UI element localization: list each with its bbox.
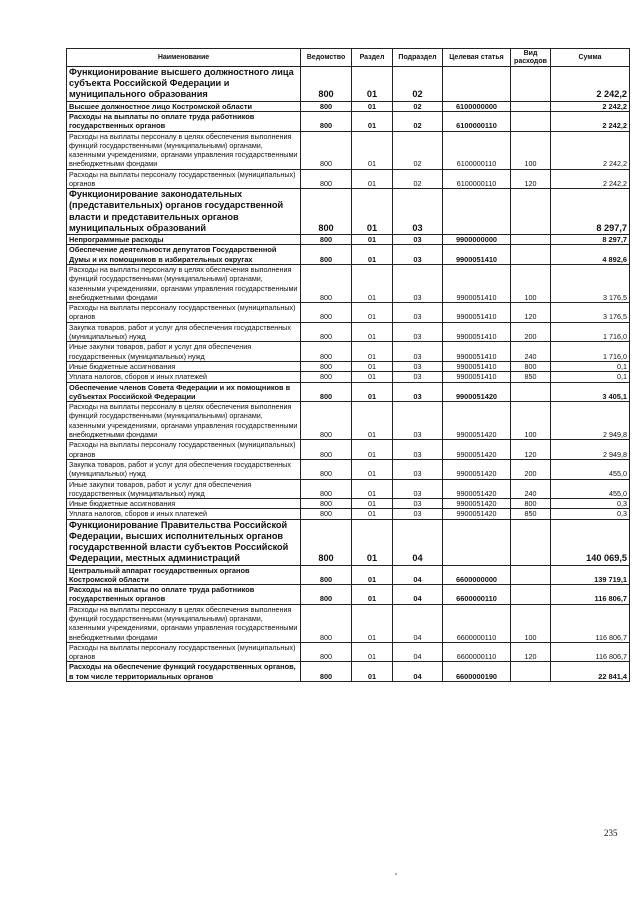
cell-expense-type (511, 101, 551, 111)
cell-dept: 800 (301, 245, 352, 265)
cell-name: Функционирование законодательных (представительных) органов государственной власти и представительных органов муниципальных образований (67, 189, 301, 235)
cell-sum: 139 719,1 (551, 565, 630, 585)
cell-section: 01 (352, 519, 393, 565)
cell-dept: 800 (301, 459, 352, 479)
cell-sum: 455,0 (551, 479, 630, 499)
cell-section: 01 (352, 169, 393, 189)
table-row (67, 303, 630, 323)
cell-expense-type: 120 (511, 642, 551, 662)
cell-sum: 0,3 (551, 509, 630, 519)
cell-dept: 800 (301, 101, 352, 111)
page-number: 235 (604, 828, 618, 838)
cell-sum: 116 806,7 (551, 604, 630, 642)
cell-name: Уплата налогов, сборов и иных платежей (67, 509, 301, 519)
table-row (67, 402, 630, 440)
cell-dept: 800 (301, 131, 352, 169)
cell-expense-type: 200 (511, 322, 551, 342)
cell-expense-type: 120 (511, 440, 551, 460)
cell-dept: 800 (301, 479, 352, 499)
cell-section: 01 (352, 440, 393, 460)
cell-article: 9900051410 (443, 322, 511, 342)
cell-article (443, 519, 511, 565)
table-row (67, 440, 630, 460)
cell-subsection: 03 (393, 189, 443, 235)
cell-section: 01 (352, 479, 393, 499)
cell-expense-type (511, 67, 551, 102)
cell-section: 01 (352, 402, 393, 440)
cell-name: Расходы на обеспечение функций государственных органов, в том числе территориальных органов (67, 662, 301, 682)
cell-sum: 1 716,0 (551, 342, 630, 362)
cell-expense-type (511, 245, 551, 265)
cell-name: Уплата налогов, сборов и иных платежей (67, 372, 301, 382)
cell-sum: 2 949,8 (551, 440, 630, 460)
cell-section: 01 (352, 509, 393, 519)
cell-name: Расходы на выплаты по оплате труда работников государственных органов (67, 111, 301, 131)
cell-sum: 140 069,5 (551, 519, 630, 565)
cell-article: 9900051410 (443, 372, 511, 382)
cell-sum: 2 949,8 (551, 402, 630, 440)
table-row (67, 264, 630, 302)
cell-section: 01 (352, 189, 393, 235)
cell-name: Высшее должностное лицо Костромской области (67, 101, 301, 111)
cell-sum: 0,1 (551, 361, 630, 371)
cell-dept: 800 (301, 235, 352, 245)
cell-subsection: 02 (393, 67, 443, 102)
table-row (67, 585, 630, 605)
cell-dept: 800 (301, 111, 352, 131)
cell-expense-type: 120 (511, 169, 551, 189)
cell-name: Центральный аппарат государственных органов Костромской области (67, 565, 301, 585)
cell-expense-type (511, 111, 551, 131)
cell-subsection: 04 (393, 519, 443, 565)
cell-sum: 1 716,0 (551, 322, 630, 342)
cell-name: Иные бюджетные ассигнования (67, 361, 301, 371)
table-row (67, 519, 630, 565)
cell-article: 9900051410 (443, 361, 511, 371)
cell-expense-type: 850 (511, 372, 551, 382)
cell-article: 6100000000 (443, 101, 511, 111)
cell-section: 01 (352, 604, 393, 642)
cell-article: 9900051410 (443, 245, 511, 265)
table-row (67, 169, 630, 189)
cell-subsection: 03 (393, 372, 443, 382)
cell-article: 9900051420 (443, 459, 511, 479)
table-row (67, 235, 630, 245)
cell-subsection: 04 (393, 565, 443, 585)
cell-dept: 800 (301, 361, 352, 371)
cell-dept: 800 (301, 585, 352, 605)
cell-expense-type: 850 (511, 509, 551, 519)
cell-article: 6100000110 (443, 131, 511, 169)
header-subsection: Подраздел (393, 49, 443, 67)
cell-section: 01 (352, 662, 393, 682)
cell-sum: 8 297,7 (551, 189, 630, 235)
cell-section: 01 (352, 585, 393, 605)
table-row (67, 67, 630, 102)
cell-name: Расходы на выплаты персоналу в целях обеспечения выполнения функций государственными (муниципальными) органами, казенными учреждениями, органами управления государственными внебюджетными фондами (67, 402, 301, 440)
cell-name: Расходы на выплаты персоналу в целях обеспечения выполнения функций государственными (муниципальными) органами, казенными учреждениями, органами управления государственными внебюджетными фондами (67, 131, 301, 169)
table-body (67, 67, 630, 682)
cell-subsection: 04 (393, 642, 443, 662)
cell-section: 01 (352, 459, 393, 479)
cell-expense-type: 100 (511, 604, 551, 642)
cell-article: 9900051410 (443, 264, 511, 302)
cell-name: Функционирование высшего должностного лица субъекта Российской Федерации и муниципального образования (67, 67, 301, 102)
table-row (67, 509, 630, 519)
cell-article: 9900000000 (443, 235, 511, 245)
cell-subsection: 03 (393, 303, 443, 323)
cell-name: Закупка товаров, работ и услуг для обеспечения государственных (муниципальных) нужд (67, 459, 301, 479)
cell-section: 01 (352, 111, 393, 131)
cell-article: 6600000110 (443, 604, 511, 642)
cell-article: 6600000110 (443, 642, 511, 662)
header-dept: Ведомство (301, 49, 352, 67)
cell-section: 01 (352, 101, 393, 111)
cell-sum: 8 297,7 (551, 235, 630, 245)
table-row (67, 101, 630, 111)
cell-section: 01 (352, 303, 393, 323)
table-row (67, 382, 630, 402)
cell-name: Иные закупки товаров, работ и услуг для обеспечения государственных (муниципальных) нужд (67, 342, 301, 362)
table-row (67, 499, 630, 509)
cell-section: 01 (352, 235, 393, 245)
header-expense-type: Вид расходов (511, 49, 551, 67)
cell-sum: 455,0 (551, 459, 630, 479)
budget-table (66, 48, 630, 682)
table-row (67, 372, 630, 382)
cell-article: 6600000110 (443, 585, 511, 605)
cell-dept: 800 (301, 499, 352, 509)
cell-sum: 0,3 (551, 499, 630, 509)
cell-expense-type: 800 (511, 361, 551, 371)
header-section: Раздел (352, 49, 393, 67)
cell-sum: 2 242,2 (551, 169, 630, 189)
cell-sum: 2 242,2 (551, 101, 630, 111)
table-row (67, 111, 630, 131)
cell-sum: 4 892,6 (551, 245, 630, 265)
cell-expense-type: 200 (511, 459, 551, 479)
cell-subsection: 03 (393, 402, 443, 440)
cell-name: Иные закупки товаров, работ и услуг для обеспечения государственных (муниципальных) нужд (67, 479, 301, 499)
header-row (67, 49, 630, 67)
cell-subsection: 03 (393, 479, 443, 499)
cell-subsection: 03 (393, 322, 443, 342)
cell-subsection: 03 (393, 499, 443, 509)
cell-sum: 116 806,7 (551, 642, 630, 662)
cell-dept: 800 (301, 189, 352, 235)
cell-name: Расходы на выплаты персоналу государственных (муниципальных) органов (67, 642, 301, 662)
cell-subsection: 03 (393, 235, 443, 245)
table-row (67, 642, 630, 662)
cell-dept: 800 (301, 342, 352, 362)
cell-article: 9900051420 (443, 479, 511, 499)
cell-article: 9900051410 (443, 303, 511, 323)
cell-section: 01 (352, 642, 393, 662)
cell-dept: 800 (301, 519, 352, 565)
cell-article: 9900051420 (443, 402, 511, 440)
table-row (67, 459, 630, 479)
cell-subsection: 04 (393, 662, 443, 682)
cell-name: Непрограммные расходы (67, 235, 301, 245)
cell-subsection: 03 (393, 245, 443, 265)
header-name: Наименование (67, 49, 301, 67)
cell-dept: 800 (301, 372, 352, 382)
cell-name: Расходы на выплаты по оплате труда работников государственных органов (67, 585, 301, 605)
cell-subsection: 02 (393, 111, 443, 131)
table-header (67, 49, 630, 67)
cell-dept: 800 (301, 169, 352, 189)
cell-expense-type (511, 382, 551, 402)
cell-subsection: 03 (393, 382, 443, 402)
cell-section: 01 (352, 245, 393, 265)
cell-section: 01 (352, 372, 393, 382)
cell-name: Расходы на выплаты персоналу государственных (муниципальных) органов (67, 303, 301, 323)
cell-name: Расходы на выплаты персоналу в целях обеспечения выполнения функций государственными (муниципальными) органами, казенными учреждениями, органами управления государственными внебюджетными фондами (67, 264, 301, 302)
cell-sum: 2 242,2 (551, 67, 630, 102)
cell-article: 6100000110 (443, 111, 511, 131)
cell-dept: 800 (301, 565, 352, 585)
cell-subsection: 04 (393, 604, 443, 642)
cell-section: 01 (352, 322, 393, 342)
cell-expense-type (511, 585, 551, 605)
cell-name: Закупка товаров, работ и услуг для обеспечения государственных (муниципальных) нужд (67, 322, 301, 342)
cell-subsection: 04 (393, 585, 443, 605)
cell-article (443, 189, 511, 235)
table-row (67, 342, 630, 362)
table-row (67, 479, 630, 499)
cell-section: 01 (352, 131, 393, 169)
cell-sum: 116 806,7 (551, 585, 630, 605)
table-row (67, 245, 630, 265)
header-article: Целевая статья (443, 49, 511, 67)
cell-expense-type (511, 519, 551, 565)
cell-subsection: 02 (393, 131, 443, 169)
cell-expense-type (511, 662, 551, 682)
table-row (67, 189, 630, 235)
table-row (67, 604, 630, 642)
cell-sum: 2 242,2 (551, 111, 630, 131)
cell-dept: 800 (301, 604, 352, 642)
cell-name: Обеспечение деятельности депутатов Государственной Думы и их помощников в избирательных округах (67, 245, 301, 265)
cell-article: 6600000000 (443, 565, 511, 585)
cell-subsection: 02 (393, 101, 443, 111)
cell-expense-type: 120 (511, 303, 551, 323)
cell-name: Функционирование Правительства Российской Федерации, высших исполнительных органов государственной власти субъектов Российской Федерации, местных администраций (67, 519, 301, 565)
cell-sum: 3 405,1 (551, 382, 630, 402)
cell-name: Расходы на выплаты персоналу государственных (муниципальных) органов (67, 169, 301, 189)
cell-expense-type (511, 235, 551, 245)
cell-name: Расходы на выплаты персоналу в целях обеспечения выполнения функций государственными (муниципальными) органами, казенными учреждениями, органами управления государственными внебюджетными фондами (67, 604, 301, 642)
cell-section: 01 (352, 342, 393, 362)
cell-dept: 800 (301, 642, 352, 662)
table-row (67, 361, 630, 371)
cell-expense-type: 100 (511, 131, 551, 169)
cell-subsection: 03 (393, 459, 443, 479)
cell-name: Расходы на выплаты персоналу государственных (муниципальных) органов (67, 440, 301, 460)
table-row (67, 565, 630, 585)
cell-sum: 0,1 (551, 372, 630, 382)
cell-section: 01 (352, 361, 393, 371)
cell-article: 9900051420 (443, 382, 511, 402)
cell-article: 9900051410 (443, 342, 511, 362)
cell-expense-type: 100 (511, 264, 551, 302)
cell-dept: 800 (301, 662, 352, 682)
cell-dept: 800 (301, 322, 352, 342)
cell-article (443, 67, 511, 102)
cell-sum: 3 176,5 (551, 264, 630, 302)
header-sum: Сумма (551, 49, 630, 67)
cell-article: 6100000110 (443, 169, 511, 189)
cell-dept: 800 (301, 382, 352, 402)
table-row (67, 662, 630, 682)
cell-section: 01 (352, 382, 393, 402)
cell-dept: 800 (301, 402, 352, 440)
cell-subsection: 03 (393, 440, 443, 460)
cell-sum: 22 841,4 (551, 662, 630, 682)
cell-article: 9900051420 (443, 499, 511, 509)
cell-section: 01 (352, 499, 393, 509)
cell-expense-type (511, 189, 551, 235)
cell-article: 9900051420 (443, 509, 511, 519)
cell-subsection: 03 (393, 361, 443, 371)
table-row (67, 322, 630, 342)
cell-dept: 800 (301, 440, 352, 460)
cell-section: 01 (352, 67, 393, 102)
cell-subsection: 03 (393, 264, 443, 302)
cell-name: Обеспечение членов Совета Федерации и их помощников в субъектах Российской Федерации (67, 382, 301, 402)
cell-expense-type: 240 (511, 479, 551, 499)
cell-sum: 2 242,2 (551, 131, 630, 169)
cell-subsection: 03 (393, 509, 443, 519)
cell-dept: 800 (301, 509, 352, 519)
cell-article: 9900051420 (443, 440, 511, 460)
cell-dept: 800 (301, 67, 352, 102)
cell-expense-type (511, 565, 551, 585)
cell-article: 6600000190 (443, 662, 511, 682)
table-row (67, 131, 630, 169)
cell-dept: 800 (301, 264, 352, 302)
cell-dept: 800 (301, 303, 352, 323)
cell-expense-type: 100 (511, 402, 551, 440)
cell-expense-type: 800 (511, 499, 551, 509)
scan-dot (395, 873, 397, 875)
cell-section: 01 (352, 565, 393, 585)
cell-expense-type: 240 (511, 342, 551, 362)
cell-section: 01 (352, 264, 393, 302)
cell-name: Иные бюджетные ассигнования (67, 499, 301, 509)
cell-subsection: 03 (393, 342, 443, 362)
cell-subsection: 02 (393, 169, 443, 189)
cell-sum: 3 176,5 (551, 303, 630, 323)
